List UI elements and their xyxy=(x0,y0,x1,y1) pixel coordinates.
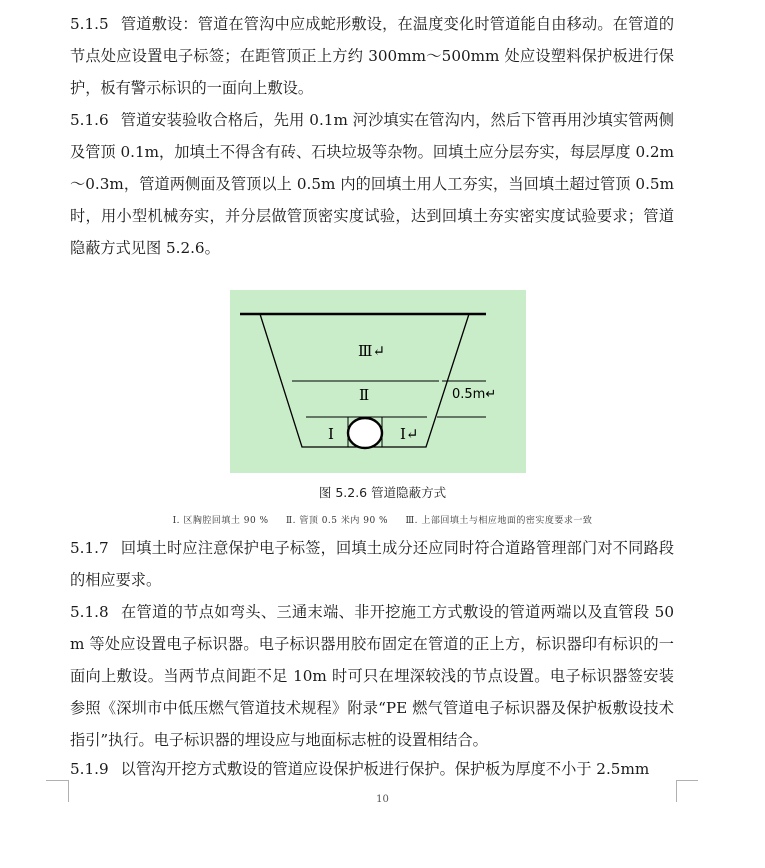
section-text: 回填土时应注意保护电子标签，回填土成分还应同时符合道路管理部门对不同路段的相应要求。 xyxy=(70,539,674,589)
section-number: 5.1.6 xyxy=(70,111,109,129)
section-number: 5.1.8 xyxy=(70,603,109,621)
dimension-label: 0.5m↵ xyxy=(452,387,497,402)
section-5-1-6 xyxy=(70,104,674,264)
pipe-circle xyxy=(348,418,382,448)
legend-item-zone-2: Ⅱ. 管顶 0.5 米内 90 % xyxy=(286,516,389,526)
page-number: 10 xyxy=(376,794,389,805)
pipe-burial-diagram xyxy=(230,290,526,473)
zone-1-right-label: Ⅰ↵ xyxy=(400,425,419,443)
section-text: 管道敷设：管道在管沟中应成蛇形敷设，在温度变化时管道能自由移动。在管道的节点处应设置电子标签；在距管顶正上方约 300mm～500mm 处应设塑料保护板进行保护，板有警示标识的一面向上敷设。 xyxy=(70,15,674,97)
section-text: 以管沟开挖方式敷设的管道应设保护板进行保护。保护板为厚度不小于 2.5mm xyxy=(120,760,650,778)
crop-mark-right-horizontal xyxy=(676,780,698,781)
section-5-1-7 xyxy=(70,532,674,596)
section-text: 管道安装验收合格后，先用 0.1m 河沙填实在管沟内，然后下管再用沙填实管两侧及管顶 0.1m，加填土不得含有砖、石块垃圾等杂物。回填土应分层夯实，每层厚度 0.2m～0.3m，管道两侧面及管顶以上 0.5m 内的回填土用人工夯实，当回填土超过管顶 0.5m 时，用小型机械夯实，并分层做管顶密实度试验，达到回填土夯实密实度试验要求；管道隐蔽方式见图 5.2.6。 xyxy=(70,111,674,257)
figure-legend xyxy=(0,513,765,526)
zone-2-label: Ⅱ xyxy=(359,386,370,404)
section-text: 在管道的节点如弯头、三通末端、非开挖施工方式敷设的管道两端以及直管段 50m 等处应设置电子标识器。电子标识器用胶布固定在管道的正上方，标识器印有标识的一面向上敷设。当两节点间距不足 10m 时可只在埋深较浅的节点设置。电子标识器签安装参照《深圳市中低压燃气管道技术规程》附录“PE 燃气管道电子标识器及保护板敷设技术指引”执行。电子标识器的埋设应与地面标志桩的设置相结合。 xyxy=(70,603,674,749)
section-number: 5.1.5 xyxy=(70,15,109,33)
figure-caption: 图 5.2.6 管道隐蔽方式 xyxy=(318,485,447,500)
diagram-svg xyxy=(230,290,526,473)
legend-item-zone-3: Ⅲ. 上部回填土与相应地面的密实度要求一致 xyxy=(405,516,593,526)
section-number: 5.1.9 xyxy=(70,760,109,778)
section-number: 5.1.7 xyxy=(70,539,109,557)
legend-item-zone-1: Ⅰ. 区胸腔回填土 90 % xyxy=(172,516,269,526)
section-5-1-9 xyxy=(70,753,674,785)
zone-3-label: Ⅲ↵ xyxy=(358,342,386,360)
zone-1-left-label: Ⅰ xyxy=(328,425,334,443)
section-5-1-5 xyxy=(70,8,674,104)
crop-mark-left-horizontal xyxy=(46,780,68,781)
section-5-1-8 xyxy=(70,596,674,756)
